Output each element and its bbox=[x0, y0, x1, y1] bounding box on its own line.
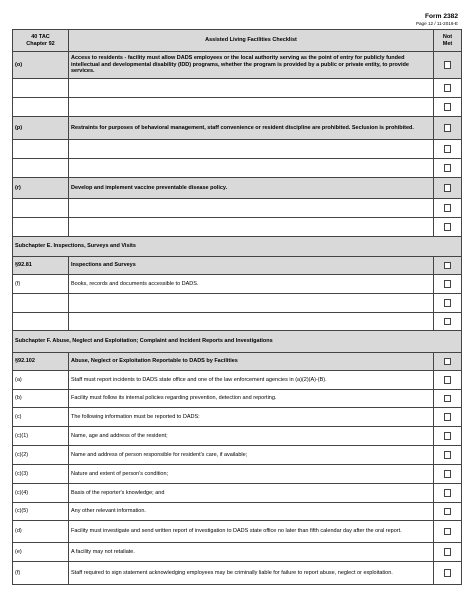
not-met-cell bbox=[434, 503, 462, 521]
not-met-checkbox[interactable] bbox=[444, 184, 452, 192]
rule-reference: (f) bbox=[13, 562, 69, 585]
not-met-checkbox[interactable] bbox=[444, 569, 452, 577]
not-met-checkbox[interactable] bbox=[444, 103, 452, 111]
not-met-cell bbox=[434, 257, 462, 275]
table-header-row bbox=[13, 30, 462, 52]
not-met-cell bbox=[434, 98, 462, 117]
not-met-checkbox[interactable] bbox=[444, 548, 452, 556]
rule-reference bbox=[13, 98, 69, 117]
table-row bbox=[13, 465, 462, 484]
not-met-checkbox[interactable] bbox=[444, 280, 452, 288]
not-met-cell bbox=[434, 79, 462, 98]
form-header bbox=[416, 13, 458, 27]
blank-row bbox=[13, 79, 462, 98]
not-met-checkbox[interactable] bbox=[444, 164, 452, 172]
not-met-checkbox[interactable] bbox=[444, 451, 452, 459]
not-met-checkbox[interactable] bbox=[444, 84, 452, 92]
not-met-cell bbox=[434, 390, 462, 408]
not-met-checkbox[interactable] bbox=[444, 528, 452, 536]
rule-reference: (p) bbox=[13, 117, 69, 140]
column-header-tac-line2: Chapter 92 bbox=[26, 40, 55, 47]
table-row bbox=[13, 353, 462, 371]
table-row bbox=[13, 427, 462, 446]
table-row bbox=[13, 371, 462, 390]
blank-row bbox=[13, 98, 462, 117]
blank-row bbox=[13, 159, 462, 178]
table-row bbox=[13, 521, 462, 543]
rule-reference bbox=[13, 199, 69, 218]
table-row bbox=[13, 446, 462, 465]
table-row bbox=[13, 275, 462, 294]
rule-description bbox=[69, 218, 434, 237]
rule-description: Name and address of person responsible for resident's care, if available; bbox=[69, 446, 434, 465]
not-met-cell bbox=[434, 371, 462, 390]
rule-description: Facility must follow its internal policies regarding prevention, detection and reporting. bbox=[69, 390, 434, 408]
blank-row bbox=[13, 294, 462, 313]
blank-row bbox=[13, 313, 462, 331]
not-met-cell bbox=[434, 52, 462, 79]
rule-reference bbox=[13, 313, 69, 331]
not-met-checkbox[interactable] bbox=[444, 204, 452, 212]
not-met-cell bbox=[434, 427, 462, 446]
table-row bbox=[13, 408, 462, 427]
not-met-cell bbox=[434, 562, 462, 585]
rule-reference bbox=[13, 140, 69, 159]
rule-description bbox=[69, 79, 434, 98]
not-met-cell bbox=[434, 117, 462, 140]
rule-reference: (b) bbox=[13, 390, 69, 408]
not-met-cell bbox=[434, 446, 462, 465]
table-row bbox=[13, 562, 462, 585]
not-met-checkbox[interactable] bbox=[444, 489, 452, 497]
column-header-title: Assisted Living Facilities Checklist bbox=[69, 30, 434, 52]
table-row bbox=[13, 503, 462, 521]
blank-row bbox=[13, 218, 462, 237]
rule-reference bbox=[13, 218, 69, 237]
rule-reference: (c)(4) bbox=[13, 484, 69, 503]
rule-description: Develop and implement vaccine preventable disease policy. bbox=[69, 178, 434, 199]
not-met-cell bbox=[434, 178, 462, 199]
table-row bbox=[13, 178, 462, 199]
rule-description: Facility must investigate and send written report of investigation to DADS state office no later than fifth calendar day after the oral report. bbox=[69, 521, 434, 543]
column-header-not-met bbox=[434, 30, 462, 52]
rule-reference: (d) bbox=[13, 521, 69, 543]
not-met-cell bbox=[434, 484, 462, 503]
blank-row bbox=[13, 140, 462, 159]
rule-reference: (c)(1) bbox=[13, 427, 69, 446]
not-met-checkbox[interactable] bbox=[444, 318, 452, 326]
rule-reference: (c)(3) bbox=[13, 465, 69, 484]
rule-reference: (r) bbox=[13, 178, 69, 199]
not-met-checkbox[interactable] bbox=[444, 470, 452, 478]
form-number: Form 2382 bbox=[425, 13, 458, 20]
rule-description bbox=[69, 199, 434, 218]
not-met-checkbox[interactable] bbox=[444, 358, 452, 366]
not-met-cell bbox=[434, 199, 462, 218]
rule-reference: (e) bbox=[13, 543, 69, 562]
not-met-checkbox[interactable] bbox=[444, 508, 452, 516]
rule-reference: (a) bbox=[13, 371, 69, 390]
rule-reference: (f) bbox=[13, 275, 69, 294]
rule-description bbox=[69, 98, 434, 117]
rule-description: Name, age and address of the resident; bbox=[69, 427, 434, 446]
table-row bbox=[13, 117, 462, 140]
not-met-checkbox[interactable] bbox=[444, 124, 452, 132]
not-met-checkbox[interactable] bbox=[444, 413, 452, 421]
not-met-cell bbox=[434, 218, 462, 237]
not-met-cell bbox=[434, 465, 462, 484]
section-row bbox=[13, 237, 462, 257]
rule-description: Nature and extent of person's condition; bbox=[69, 465, 434, 484]
not-met-cell bbox=[434, 313, 462, 331]
blank-row bbox=[13, 199, 462, 218]
not-met-checkbox[interactable] bbox=[444, 395, 452, 403]
table-row bbox=[13, 390, 462, 408]
table-row bbox=[13, 543, 462, 562]
not-met-cell bbox=[434, 353, 462, 371]
rule-description: Access to residents - facility must allow DADS employees or the local authority serving as the point of entry for publicly funded intellectual and developmental disability (IDD) programs, whether the program is provided by a public or private entity, to provide services. bbox=[69, 52, 434, 79]
not-met-cell bbox=[434, 543, 462, 562]
rule-description: Abuse, Neglect or Exploitation Reportable to DADS by Facilities bbox=[69, 353, 434, 371]
column-header-not-met-line1: Not bbox=[442, 33, 453, 40]
rule-description: Books, records and documents accessible to DADS. bbox=[69, 275, 434, 294]
not-met-checkbox[interactable] bbox=[444, 61, 452, 69]
rule-reference: (o) bbox=[13, 52, 69, 79]
checklist-table bbox=[12, 29, 462, 585]
not-met-cell bbox=[434, 521, 462, 543]
checklist-body bbox=[13, 52, 462, 585]
rule-description bbox=[69, 159, 434, 178]
rule-description bbox=[69, 313, 434, 331]
section-title: Subchapter E. Inspections, Surveys and Visits bbox=[13, 237, 462, 257]
not-met-cell bbox=[434, 275, 462, 294]
rule-description: Inspections and Surveys bbox=[69, 257, 434, 275]
page-info: Page 12 / 11-2016-E bbox=[415, 21, 458, 26]
column-header-not-met-line2: Met bbox=[442, 40, 453, 47]
rule-description: The following information must be reported to DADS: bbox=[69, 408, 434, 427]
table-row bbox=[13, 52, 462, 79]
not-met-cell bbox=[434, 294, 462, 313]
rule-description: Staff must report incidents to DADS state office and one of the law enforcement agencies in (a)(2)(A)-(B). bbox=[69, 371, 434, 390]
rule-reference: (c)(2) bbox=[13, 446, 69, 465]
section-title: Subchapter F. Abuse, Neglect and Exploitation; Complaint and Incident Reports and Investigations bbox=[13, 331, 462, 353]
table-row bbox=[13, 484, 462, 503]
column-header-tac bbox=[13, 30, 69, 52]
not-met-checkbox[interactable] bbox=[444, 223, 452, 231]
rule-description bbox=[69, 140, 434, 159]
rule-reference: (c) bbox=[13, 408, 69, 427]
rule-description: A facility may not retaliate. bbox=[69, 543, 434, 562]
rule-reference bbox=[13, 159, 69, 178]
column-header-tac-line1: 40 TAC bbox=[31, 33, 50, 40]
rule-reference: (c)(5) bbox=[13, 503, 69, 521]
not-met-checkbox[interactable] bbox=[444, 262, 452, 270]
rule-reference bbox=[13, 294, 69, 313]
rule-description: Any other relevant information. bbox=[69, 503, 434, 521]
not-met-cell bbox=[434, 140, 462, 159]
rule-description bbox=[69, 294, 434, 313]
not-met-checkbox[interactable] bbox=[444, 376, 452, 384]
rule-description: Basis of the reporter's knowledge; and bbox=[69, 484, 434, 503]
section-row bbox=[13, 331, 462, 353]
not-met-cell bbox=[434, 408, 462, 427]
not-met-checkbox[interactable] bbox=[444, 145, 452, 153]
rule-reference bbox=[13, 79, 69, 98]
table-row bbox=[13, 257, 462, 275]
not-met-checkbox[interactable] bbox=[444, 299, 452, 307]
rule-description: Restraints for purposes of behavioral management, staff convenience or resident discipline are prohibited. Seclusion is prohibited. bbox=[69, 117, 434, 140]
not-met-checkbox[interactable] bbox=[444, 432, 452, 440]
rule-description: Staff required to sign statement acknowledging employees may be criminally liable for failure to report abuse, neglect or exploitation. bbox=[69, 562, 434, 585]
rule-reference: §92.81 bbox=[13, 257, 69, 275]
not-met-cell bbox=[434, 159, 462, 178]
rule-reference: §92.102 bbox=[13, 353, 69, 371]
